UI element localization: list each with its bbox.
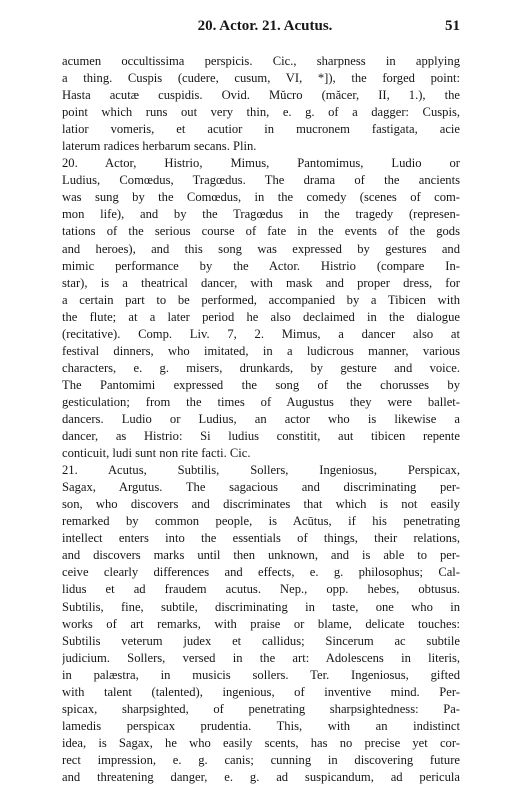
text-line: latior vomeris, et acutior in mucronem fastigata, acie	[62, 122, 460, 137]
text-line: (recitative). Comp. Liv. 7, 2. Mimus, a dancer also at	[62, 326, 460, 341]
text-line: tations of the serious course of fate in the events of the gods	[62, 224, 460, 239]
text-line: 20. Actor, Histrio, Mimus, Pantomimus, Ludio or	[62, 156, 460, 171]
text-line: Subtilis veterum judex et callidus; Sincerum ac subtile	[62, 633, 460, 648]
text-line: Hasta acutæ cuspidis. Ovid. Mŭcro (măcer, II, 1.), the	[62, 88, 460, 103]
text-line: Ludius, Comœdus, Tragœdus. The drama of the ancients	[62, 173, 460, 188]
text-line: lamedis perspicax prudentia. This, with an indistinct	[62, 718, 460, 733]
text-line: works of art remarks, with praise or blame, delicate touches:	[62, 616, 460, 631]
text-line: mimic performance by the Actor. Histrio (compare In-	[62, 258, 460, 273]
text-line: was sung by the Comœdus, in the comedy (scenes of com-	[62, 190, 460, 205]
text-line: and heroes), and this song was expressed by gestures and	[62, 241, 460, 256]
text-line: acumen occultissima perspicis. Cic., sharpness in applying	[62, 54, 460, 68]
text-line: mon life), and by the Tragœdus in the tragedy (represen-	[62, 207, 460, 222]
text-line: spicax, sharpsighted, of penetrating sharpsightedness: Pa-	[62, 701, 460, 716]
body-text	[62, 53, 460, 786]
text-line: gesticulation; from the times of Augustus they were ballet-	[62, 394, 460, 409]
text-line: intellect enters into the essentials of things, their relations,	[62, 531, 460, 546]
text-line: son, who discovers and discriminates that which is not easily	[62, 497, 460, 512]
text-line: dancer, as Histrio: Si ludius constitit, aut tibicen repente	[62, 429, 460, 444]
page-header	[62, 18, 460, 36]
text-line: judicium. Sollers, versed in the art: Adolescens in literis,	[62, 650, 460, 665]
text-line: and discovers marks until then unknown, and is able to per-	[62, 548, 460, 563]
text-line: rect impression, e. g. canis; cunning in discovering future	[62, 752, 460, 767]
text-line: with talent (talented), ingenious, of inventive mind. Per-	[62, 684, 460, 699]
text-line: star), is a theatrical dancer, with mask and proper dress, for	[62, 275, 460, 290]
running-title: 20. Actor. 21. Acutus.	[197, 18, 333, 34]
text-line: laterum radices herbarum secans. Plin.	[62, 139, 257, 154]
text-line: characters, e. g. misers, drunkards, by gesture and voice.	[62, 360, 460, 375]
text-line: in palæstra, in musicis sollers. Ter. Ingeniosus, gifted	[62, 667, 460, 682]
text-line: and threatening danger, e. g. ad suspicandum, ad pericula	[62, 769, 460, 784]
text-line: remarked by common people, is Acūtus, if his penetrating	[62, 514, 460, 529]
text-line: Subtilis, fine, subtile, discriminating in taste, one who in	[62, 599, 460, 614]
page-number: 51	[445, 18, 460, 34]
text-line: 21. Acutus, Subtilis, Sollers, Ingeniosus, Perspicax,	[62, 463, 460, 478]
text-line: a certain part to be performed, accompanied by a Tibicen with	[62, 292, 460, 307]
text-line: idea, is Sagax, he who easily scents, has no precise yet cor-	[62, 735, 460, 750]
text-line: a thing. Cuspis (cudere, cusum, VI, *]), the forged point:	[62, 71, 460, 86]
text-line: the flute; at a later period he also declaimed in the dialogue	[62, 309, 460, 324]
text-line: The Pantomimi expressed the song of the chorusses by	[62, 377, 460, 392]
text-line: point which runs out very thin, e. g. of a dagger: Cuspis,	[62, 105, 460, 120]
text-line: ceive clearly differences and effects, e. g. philosophus; Cal-	[62, 565, 460, 580]
text-line: Sagax, Argutus. The sagacious and discriminating per-	[62, 480, 460, 495]
text-line: dancers. Ludio or Ludius, an actor who is likewise a	[62, 411, 460, 426]
text-line: conticuit, ludi sunt non rite facti. Cic.	[62, 446, 251, 461]
text-line: festival dinners, who imitated, in a ludicrous manner, various	[62, 343, 460, 358]
text-line: lidus et ad fraudem acutus. Nep., opp. hebes, obtusus.	[62, 582, 460, 597]
